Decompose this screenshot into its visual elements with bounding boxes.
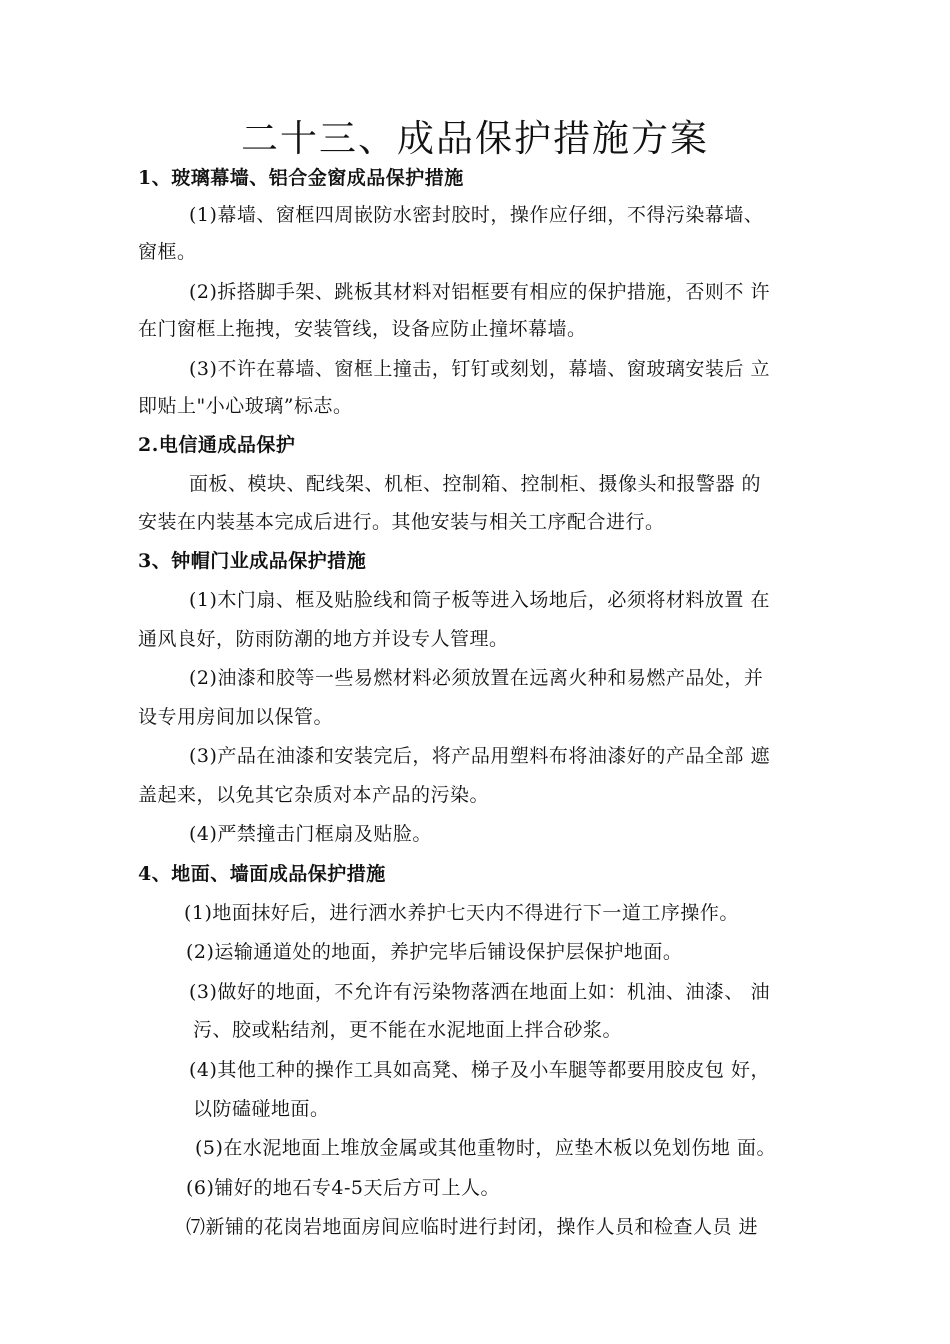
- paragraph-line: (3)产品在油漆和安装完后，将产品用塑料布将油漆好的产品全部 遮: [189, 745, 770, 767]
- paragraph-line: (4)其他工种的操作工具如高凳、梯子及小车腿等都要用胶皮包 好，: [189, 1059, 770, 1081]
- section-heading-3: 3、钟帽门业成品保护措施: [138, 550, 367, 572]
- section-heading-1: 1、玻璃幕墙、铝合金窗成品保护措施: [138, 167, 464, 189]
- paragraph-line: (2)运输通道处的地面，养护完毕后铺设保护层保护地面。: [186, 941, 683, 963]
- paragraph-line: (2)拆搭脚手架、跳板其材料对铝框要有相应的保护措施，否则不 许: [189, 281, 770, 303]
- paragraph-line: (1)幕墙、窗框四周嵌防水密封胶时，操作应仔细，不得污染幕墙、: [189, 204, 764, 226]
- paragraph-line: 即贴上"小心玻璃”标志。: [138, 395, 353, 417]
- paragraph-line: 污、胶或粘结剂，更不能在水泥地面上拌合砂浆。: [193, 1019, 623, 1041]
- paragraph-line: (6)铺好的地石专4-5天后方可上人。: [186, 1177, 501, 1199]
- section-heading-4: 4、地面、墙面成品保护措施: [138, 863, 386, 885]
- paragraph-line: (2)油漆和胶等一些易燃材料必须放置在远离火种和易燃产品处，并: [189, 667, 764, 689]
- paragraph-line: 通风良好，防雨防潮的地方并设专人管理。: [138, 628, 509, 650]
- paragraph-line: 在门窗框上拖拽，安装管线，设备应防止撞坏幕墙。: [138, 318, 587, 340]
- paragraph-line: 盖起来，以免其它杂质对本产品的污染。: [138, 784, 490, 806]
- paragraph-line: (4)严禁撞击门框扇及贴脸。: [189, 823, 432, 845]
- paragraph-line: (3)不许在幕墙、窗框上撞击，钉钉或刻划，幕墙、窗玻璃安装后 立: [189, 358, 770, 380]
- paragraph-line: (5)在水泥地面上堆放金属或其他重物时，应垫木板以免划伤地 面。: [195, 1137, 776, 1159]
- paragraph-line: 面板、模块、配线架、机柜、控制箱、控制柜、摄像头和报警器 的: [189, 473, 762, 495]
- document-title: 二十三、成品保护措施方案: [241, 117, 709, 160]
- paragraph-line: (3)做好的地面，不允许有污染物落洒在地面上如：机油、油漆、 油: [189, 981, 770, 1003]
- paragraph-line: 窗框。: [138, 241, 197, 263]
- paragraph-line: (1)地面抹好后，进行洒水养护七天内不得进行下一道工序操作。: [184, 902, 739, 924]
- paragraph-line: 以防磕碰地面。: [193, 1098, 330, 1120]
- paragraph-line: 安装在内装基本完成后进行。其他安装与相关工序配合进行。: [138, 511, 665, 533]
- paragraph-line: ⑺新铺的花岗岩地面房间应临时进行封闭，操作人员和检查人员 进: [186, 1216, 759, 1238]
- section-heading-2: 2.电信通成品保护: [138, 434, 296, 456]
- paragraph-line: (1)木门扇、框及贴脸线和筒子板等进入场地后，必须将材料放置 在: [189, 589, 770, 611]
- paragraph-line: 设专用房间加以保管。: [138, 706, 334, 728]
